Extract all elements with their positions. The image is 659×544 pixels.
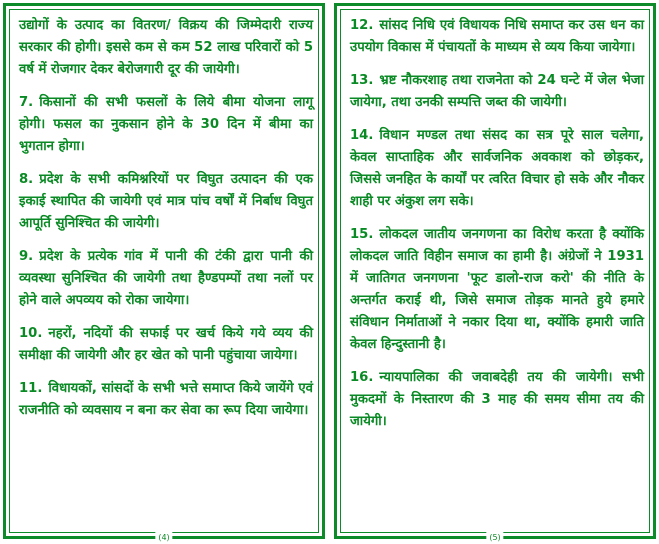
paragraph-text: विधान मण्डल तथा संसद का सत्र पूरे साल चलेगा, केवल साप्ताहिक और सार्वजनिक अवकाश को छोड़कर, जिससे जनहित के कार्यों पर त्वरित विचार हो सके और नौकर शाही पर अंकुश लग सके।	[350, 128, 644, 209]
paragraph	[350, 70, 644, 114]
paragraph	[19, 92, 313, 158]
paragraph	[19, 246, 313, 312]
paragraph-text: भ्रष्ट नौकरशाह तथा राजनेता को 24 घन्टे में जेल भेजा जायेगा, तथा उनकी सम्पत्ति जब्त की जायेगी।	[350, 73, 644, 110]
right-page	[334, 3, 656, 542]
paragraph-number: 9.	[19, 249, 34, 264]
paragraph	[19, 15, 313, 81]
left-page-content	[19, 15, 313, 433]
paragraph-text: उद्योगों के उत्पाद का वितरण/ विक्रय की जिम्मेदारी राज्य सरकार की होगी। इससे कम से कम 52 लाख परिवारों को 5 वर्ष में रोजगार देकर बेरोजगारी दूर की जायेगी।	[19, 18, 313, 77]
paragraph-number: 13.	[350, 73, 374, 88]
paragraph-text: न्यायपालिका की जवाबदेही तय की जायेगी। सभी मुकदमों के निस्तारण की 3 माह की समय सीमा तय की जायेगी।	[350, 370, 644, 429]
paragraph	[350, 224, 644, 356]
paragraph-number: 15.	[350, 227, 374, 242]
paragraph-text: लोकदल जातीय जनगणना का विरोध करता है क्योंकि लोकदल जाति विहीन समाज का हामी है। अंग्रेजों ने 1931 में जातिगत जनगणना 'फूट डालो-राज करो' की नीति के अन्तर्गत कराई थी, जिसे समाज तोड़क मानते हुये हमारे संविधान निर्माताओं ने नकार दिया था, क्योंकि हमारी जाति केवल हिन्दुस्तानी है।	[350, 227, 644, 352]
page-number: (5)	[486, 532, 503, 544]
page-number: (4)	[155, 532, 172, 544]
paragraph-number: 11.	[19, 381, 43, 396]
paragraph-text: सांसद निधि एवं विधायक निधि समाप्त कर उस धन का उपयोग विकास में पंचायतों के माध्यम से व्यय किया जायेगा।	[350, 18, 644, 55]
paragraph-text: प्रदेश के प्रत्येक गांव में पानी की टंकी द्वारा पानी की व्यवस्था सुनिश्चित की जायेगी तथा हैण्डपम्पों तथा नलों पर होने वाले अपव्यय को रोका जायेगा।	[19, 249, 313, 308]
paragraph	[350, 125, 644, 213]
paragraph	[19, 323, 313, 367]
paragraph	[19, 378, 313, 422]
paragraph	[19, 169, 313, 235]
paragraph-text: प्रदेश के सभी कमिश्नरियों पर विघुत उत्पादन की एक इकाई स्थापित की जायेगी एवं मात्र पांच वर्षों में निर्बाध विघुत आपूर्ति सुनिश्चित की जायेगी।	[19, 172, 313, 231]
paragraph-number: 7.	[19, 95, 34, 110]
paragraph-text: नहरों, नदियों की सफाई पर खर्च किये गये व्यय की समीक्षा की जायेगी और हर खेत को पानी पहुंचाया जायेगा।	[19, 326, 313, 363]
right-page-content	[350, 15, 644, 444]
paragraph-text: विधायकों, सांसदों के सभी भत्ते समाप्त किये जायेंगे एवं राजनीति को व्यवसाय न बना कर सेवा का रूप दिया जायेगा।	[19, 381, 313, 418]
paragraph	[350, 15, 644, 59]
paragraph-number: 10.	[19, 326, 43, 341]
paragraph	[350, 367, 644, 433]
paragraph-number: 8.	[19, 172, 34, 187]
paragraph-number: 14.	[350, 128, 374, 143]
paragraph-number: 12.	[350, 18, 374, 33]
paragraph-text: किसानों की सभी फसलों के लिये बीमा योजना लागू होगी। फसल का नुकसान होने के 30 दिन में बीमा का भुगतान होगा।	[19, 95, 313, 154]
left-page	[3, 3, 325, 542]
paragraph-number: 16.	[350, 370, 374, 385]
